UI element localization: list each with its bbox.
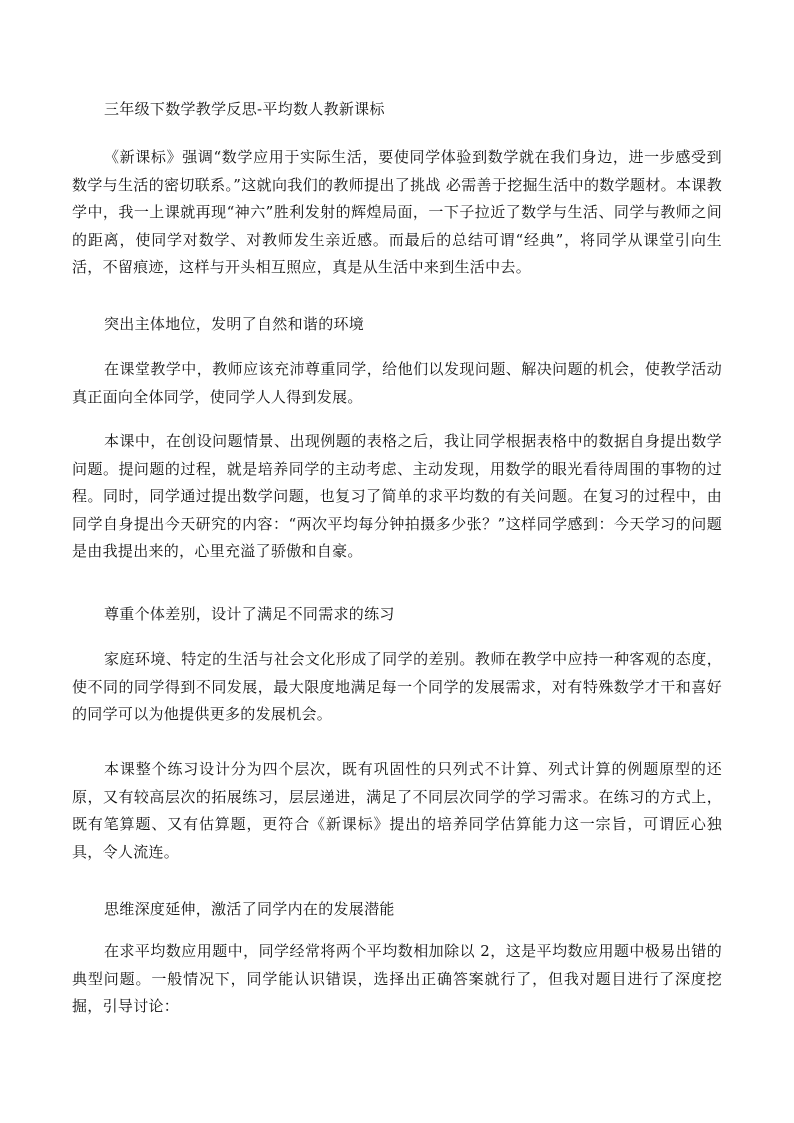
section-heading-subject: 突出主体地位，发明了自然和谐的环境 [104,315,365,333]
paragraph-average: 在求平均数应用题中，同学经常将两个平均数相加除以 2，这是平均数应用题中极易出错的典型问题。一般情况下，同学能认识错误，选择出正确答案就行了，但我对题目进行了深度挖掘，引导讨论： [72,942,722,1015]
paragraph-classroom: 在课堂教学中，教师应该充沛尊重同学，给他们以发现问题、解决问题的机会，使教学活动真正面向全体同学，使同学人人得到发展。 [72,360,722,406]
paragraph-exercises: 本课整个练习设计分为四个层次，既有巩固性的只列式不计算、列式计算的例题原型的还原，又有较高层次的拓展练习，层层递进，满足了不同层次同学的学习需求。在练习的方式上，既有笔算题、又有估算题，更符合《新课标》提出的培养同学估算能力这一宗旨，可谓匠心独具，令人流连。 [72,760,722,861]
paragraph-questions: 本课中，在创设问题情景、出现例题的表格之后，我让同学根据表格中的数据自身提出数学问题。提问题的过程，就是培养同学的主动考虑、主动发现，用数学的眼光看待周围的事物的过程。同时，同学通过提出数学问题，也复习了简单的求平均数的有关问题。在复习的过程中，由同学自身提出今天研究的内容：“两次平均每分钟拍摄多少张？”这样同学感到：今天学习的问题是由我提出来的，心里充溢了骄傲和自豪。 [72,432,722,560]
section-heading-differences: 尊重个体差别，设计了满足不同需求的练习 [104,605,395,623]
section-heading-thinking: 思维深度延伸，激活了同学内在的发展潜能 [104,900,395,918]
paragraph-environment: 家庭环境、特定的生活与社会文化形成了同学的差别。教师在教学中应持一种客观的态度，使不同的同学得到不同发展，最大限度地满足每一个同学的发展需求，对有特殊数学才干和喜好的同学可以为他提供更多的发展机会。 [72,650,722,723]
document-title: 三年级下数学教学反思-平均数人教新课标 [104,100,385,118]
paragraph-intro: 《新课标》强调“数学应用于实际生活，要使同学体验到数学就在我们身边，进一步感受到数学与生活的密切联系。”这就向我们的教师提出了挑战 必需善于挖掘生活中的数学题材。本课教学中，我一上课就再现“神六”胜利发射的辉煌局面，一下子拉近了数学与生活、同学与教师之间的距离，使同学对数学、对教师发生亲近感。而最后的总结可谓“经典”，将同学从课堂引向生活，不留痕迹，这样与开头相互照应，真是从生活中来到生活中去。 [72,148,722,276]
